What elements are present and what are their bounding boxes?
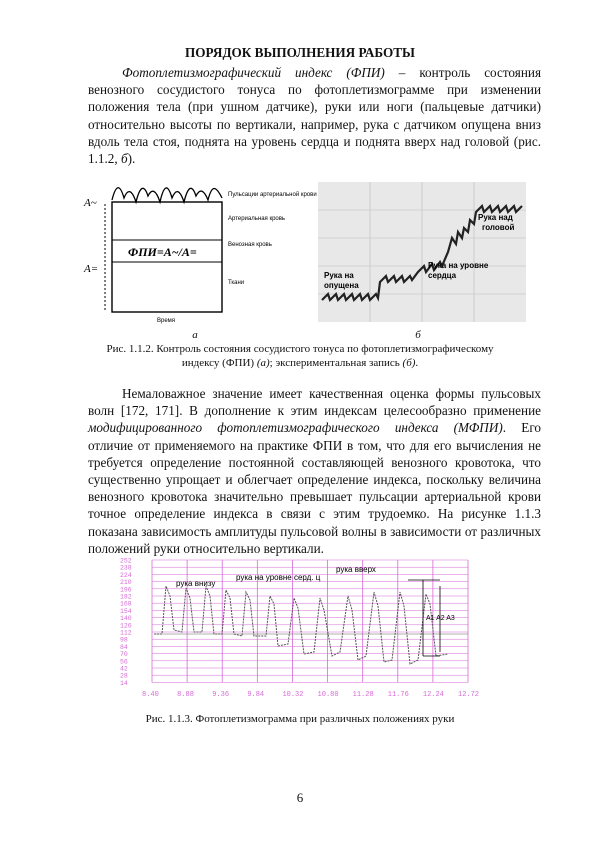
y-tick-label: 224 xyxy=(120,571,132,579)
y-tick-label: 168 xyxy=(120,600,132,608)
fig113-amp-labels: A1 A2 A3 xyxy=(426,615,455,622)
ref-italic: б xyxy=(120,151,128,167)
y-tick-label: 84 xyxy=(120,643,128,651)
y-tick-label: 112 xyxy=(120,629,132,637)
paragraph-mfpi: Немаловажное значение имеет качественная оценка формы пульсовых волн [172, 171]. В дополнение к этим индексам целесообразно применение модифицированного фотоплетизмографического индекса (МФПИ). Его отличие от применяемого на практике ФПИ в том, что для его вычисления не требуется определение постоянной составляющей венозного кровотока, что существенно упрощает и облегчает определение индекса, поскольку величина венозного кровотока значительно превышает пульсации артериальной крови точное определение индекса в связи с этим трудоемко. На рисунке 1.1.3 показана зависимость амплитуды пульсовой волны в зависимости от различных положений руки относительно вертикали. xyxy=(88,386,541,556)
x-tick-label: 9.84 xyxy=(247,691,265,699)
term-fpi: Фотоплетизмографический индекс (ФПИ) xyxy=(122,65,385,80)
paragraph-fpi-end: ). xyxy=(127,151,136,167)
caption-112-line1: Рис. 1.1.2. Контроль состояния сосудистого тонуса по фотоплетизмографическому xyxy=(106,343,494,355)
caption-112-line2: индексу (ФПИ) (а); экспериментальная запись (б). xyxy=(181,357,419,369)
x-tick-label: 11.76 xyxy=(387,691,409,699)
figure-fpi-record xyxy=(318,182,526,322)
fig-a-label-venous: Венозная кровь xyxy=(228,242,272,248)
fig-a-formula: ФПИ=A~/A= xyxy=(128,245,197,259)
figure-ppg-chart xyxy=(118,556,488,704)
x-tick-label: 11.28 xyxy=(352,691,374,699)
y-tick-label: 126 xyxy=(120,622,132,630)
fig113-label-down: рука внизу xyxy=(176,579,216,588)
fig-b-letter: б xyxy=(415,329,421,341)
fig-a-label-time: Время xyxy=(157,318,176,324)
fig113-label-heart: рука на уровне серд. ц xyxy=(236,573,321,582)
x-tick-label: 8.88 xyxy=(177,691,194,699)
y-tick-label: 98 xyxy=(120,636,128,644)
x-tick-label: 10.80 xyxy=(317,691,339,699)
x-tick-label: 10.32 xyxy=(282,691,304,699)
term-mfpi: модифицированного фотоплетизмографического индекса (МФПИ) xyxy=(88,420,503,436)
page-number: 6 xyxy=(296,790,304,805)
y-tick-label: 42 xyxy=(120,665,128,673)
fig-b-label-heart: Рука на уровне сердца xyxy=(428,261,489,280)
y-tick-label: 182 xyxy=(120,593,132,601)
y-tick-label: 196 xyxy=(120,586,132,594)
x-tick-label: 9.36 xyxy=(212,691,230,699)
fig-a-label-tissue: Ткани xyxy=(228,280,245,286)
fig-a-label-pulse: Пульсации артериальной крови xyxy=(228,192,317,198)
fig-b-label-down: Рука на опущена xyxy=(324,271,359,290)
y-tick-label: 56 xyxy=(120,658,128,666)
section-title: ПОРЯДОК ВЫПОЛНЕНИЯ РАБОТЫ xyxy=(185,45,415,60)
y-tick-label: 70 xyxy=(120,651,128,659)
paragraph-fpi-text: – контроль состояния венозного сосудистого тонуса по фотоплетизмограмме при изменении положения тела (при ушном датчике), руки или ноги (пальцевые датчики) относительно высоты по вертикали, например, рука с датчиком опущена вниз вдоль тела стоя, поднята на уровень сердца и поднята вверх над головой (рис. 1.1.2, xyxy=(88,65,542,167)
caption-fig-113: Рис. 1.1.3. Фотоплетизмограмма при различных положениях руки xyxy=(145,713,455,725)
fig113-label-up: рука вверх xyxy=(336,565,376,574)
fig-b-label-up: Рука над головой xyxy=(478,213,515,232)
x-tick-label: 8.40 xyxy=(142,691,159,699)
y-tick-label: 28 xyxy=(120,672,128,680)
fig-a-a-eq: A= xyxy=(84,263,99,275)
fig-a-label-arterial: Артериальная кровь xyxy=(228,216,286,222)
y-tick-label: 252 xyxy=(120,557,132,565)
y-tick-label: 210 xyxy=(120,579,132,587)
fig-a-a-tilde: A~ xyxy=(84,197,97,209)
fig-a-letter: а xyxy=(192,329,198,341)
y-tick-label: 154 xyxy=(120,607,132,615)
figure-fpi-diagram xyxy=(82,180,317,340)
x-tick-label: 12.24 xyxy=(422,691,444,699)
y-tick-label: 140 xyxy=(120,615,132,623)
x-tick-label: 12.72 xyxy=(458,691,480,699)
y-tick-label: 14 xyxy=(120,679,128,687)
caption-fig-112 xyxy=(60,342,540,370)
y-tick-label: 238 xyxy=(120,564,132,572)
paragraph-fpi xyxy=(88,64,541,167)
